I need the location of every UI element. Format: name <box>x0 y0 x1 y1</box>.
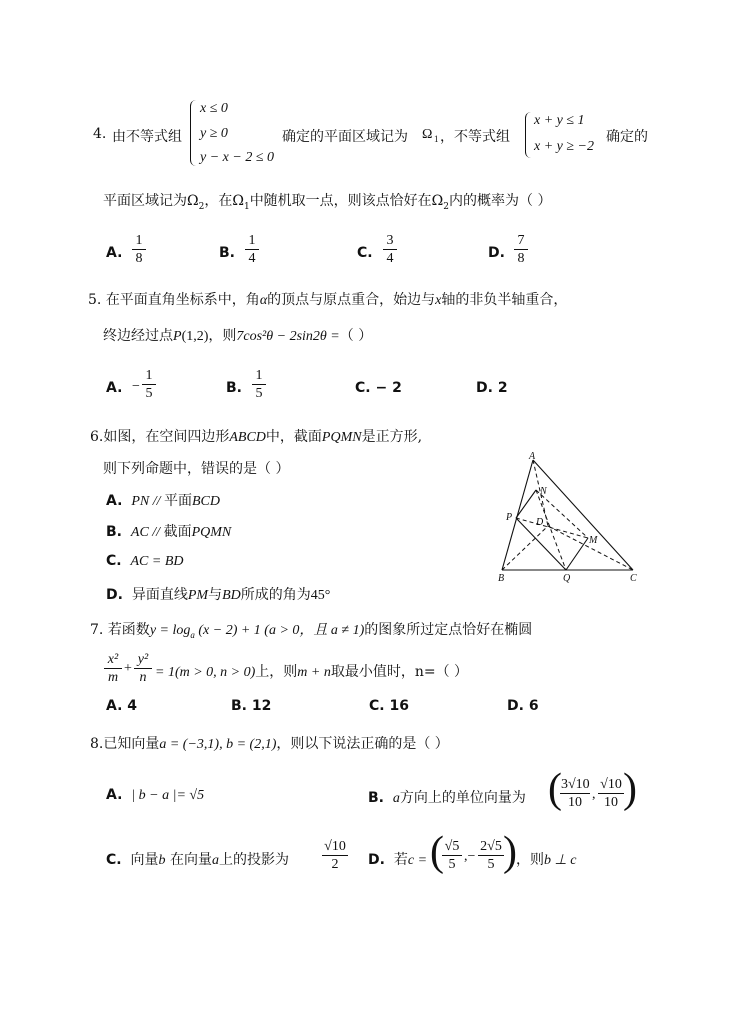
q8-option-d-conclusion: ，则b ⊥ c <box>516 852 577 868</box>
q6-line1: 6.如图，在空间四边形ABCD中，截面PQMN是正方形, <box>90 429 423 445</box>
section-pn <box>516 490 536 518</box>
q4-option-b-value: $\frac{1}{4}$ <box>245 232 259 267</box>
q8-option-b-left-paren: ( <box>548 766 562 812</box>
q4-omega1-sub: 1 <box>434 134 439 144</box>
q7-option-a: A. 4 <box>106 698 138 714</box>
q4-omega1: Ω <box>422 127 433 142</box>
edge-bd <box>502 526 548 570</box>
q8-option-d-x: $\frac{√5}{5}$ <box>442 838 462 873</box>
q8-option-d-left-paren: ( <box>430 829 444 875</box>
q4-system2-brace <box>525 112 532 158</box>
q8-option-c-text: C. 向量b 在向量a上的投影为 <box>106 852 289 868</box>
q5-option-a-label: A. <box>106 380 123 396</box>
q5-option-d: D. 2 <box>476 380 508 396</box>
edge-ac <box>533 460 633 570</box>
q5-option-a-value: $\frac{1}{5}$ <box>142 367 156 402</box>
vertex-label-c: C <box>630 573 637 584</box>
q7-option-b: B. 12 <box>231 698 272 714</box>
q4-text-3: ，不等式组 <box>440 129 510 145</box>
tetrahedron-figure <box>490 448 650 588</box>
q8-option-d-right-paren: ) <box>503 829 517 875</box>
q6-line2: 则下列命题中，错误的是（ ） <box>103 461 290 477</box>
q4-option-a-value: $\frac{1}{8}$ <box>132 232 146 267</box>
q4-option-d-value: $\frac{7}{8}$ <box>514 232 528 267</box>
q4-text-4: 确定的 <box>606 129 648 145</box>
q8-option-a: A. | b − a |= √5 <box>106 787 205 803</box>
vertex-label-a: A <box>529 451 536 462</box>
q4-system1-line: y ≥ 0 <box>200 126 228 141</box>
q6-option-a: A. PN // 平面BCD <box>106 493 220 509</box>
vertex-label-b: B <box>498 573 505 584</box>
q5-line1: 5. 在平面直角坐标系中，角α的顶点与原点重合，始边与x轴的非负半轴重合， <box>88 292 568 308</box>
q8-option-b-x: $\frac{3√10}{10}$ <box>561 777 590 810</box>
vertex-label-n: N <box>540 486 547 497</box>
q4-option-d-label: D. <box>488 245 505 261</box>
q4-text-1: 由不等式组 <box>112 129 182 145</box>
q7-option-d: D. 6 <box>507 698 539 714</box>
q8-option-d-y: $\frac{2√5}{5}$ <box>478 838 504 873</box>
q5-option-b-label: B. <box>226 380 242 396</box>
q8-option-b-right-paren: ) <box>623 766 637 812</box>
edge-cd <box>548 526 633 570</box>
q6-option-c: C. AC = BD <box>106 553 184 569</box>
q4-number: 4. <box>93 126 107 142</box>
q4-option-c-value: $\frac{3}{4}$ <box>383 232 397 267</box>
q8-option-b-text: B. a方向上的单位向量为 <box>368 790 526 806</box>
section-nm <box>536 490 588 538</box>
q4-option-b-label: B. <box>219 245 235 261</box>
q6-option-d: D. 异面直线PM与BD所成的角为45° <box>106 587 331 603</box>
q4-option-c-label: C. <box>357 245 373 261</box>
q4-system2-line: x + y ≥ −2 <box>534 139 595 154</box>
q5-option-a-sign: − <box>132 379 140 394</box>
q4-system2-line: x + y ≤ 1 <box>534 113 585 128</box>
q4-line2: 平面区域记为$\Omega_2$，在$\Omega_1$中随机取一点，则该点恰好在$\Omega_2$内的概率为（ ） <box>103 193 552 212</box>
q8-option-b-comma: , <box>592 787 596 802</box>
q4-system1-line: x ≤ 0 <box>200 101 228 116</box>
q8-option-d-comma: ,− <box>464 849 476 864</box>
q8-option-c-value: $\frac{√10}{2}$ <box>322 838 348 873</box>
vertex-label-d: D <box>536 517 544 528</box>
q4-option-a-label: A. <box>106 245 123 261</box>
vertex-label-q: Q <box>563 573 571 584</box>
q7-line1: 7. 若函数$y = \log_a (x - 2) + 1$ (a > 0，且 a ≠ 1)的图象所过定点恰好在椭圆 <box>90 622 533 640</box>
q7-ellipse-x-term: $\frac{\text{x²}}{m}$ <box>104 651 122 686</box>
q4-system1-brace <box>190 100 197 166</box>
q7-ellipse-y-term: $\frac{\text{y²}}{n}$ <box>134 651 152 686</box>
q5-option-c: C. − 2 <box>355 380 402 396</box>
q8-option-b-y: $\frac{√10}{10}$ <box>598 776 624 811</box>
section-qm <box>566 538 588 570</box>
q5-option-b-value: $\frac{1}{5}$ <box>252 367 266 402</box>
q5-line2: 终边经过点P(1,2)，则7cos²θ − 2sin2θ =（ ） <box>103 328 373 344</box>
q6-option-b: B. AC // 截面PQMN <box>106 524 232 540</box>
q4-text-2: 确定的平面区域记为 <box>282 129 408 145</box>
q7-plus: + <box>124 661 132 676</box>
q7-line2: = 1(m > 0, n > 0)上，则m + n取最小值时，n=（ ） <box>155 664 469 680</box>
vertex-label-m: M <box>589 535 598 546</box>
q4-system1-line: y − x − 2 ≤ 0 <box>200 150 275 165</box>
q8-line1: 8.已知向量a = (−3,1), b = (2,1)，则以下说法正确的是（ ） <box>90 736 449 752</box>
vertex-label-p: P <box>506 512 513 523</box>
diagonal-nq <box>536 490 566 570</box>
q8-option-d-text: D. 若c = <box>368 852 428 868</box>
q7-option-c: C. 16 <box>369 698 409 714</box>
